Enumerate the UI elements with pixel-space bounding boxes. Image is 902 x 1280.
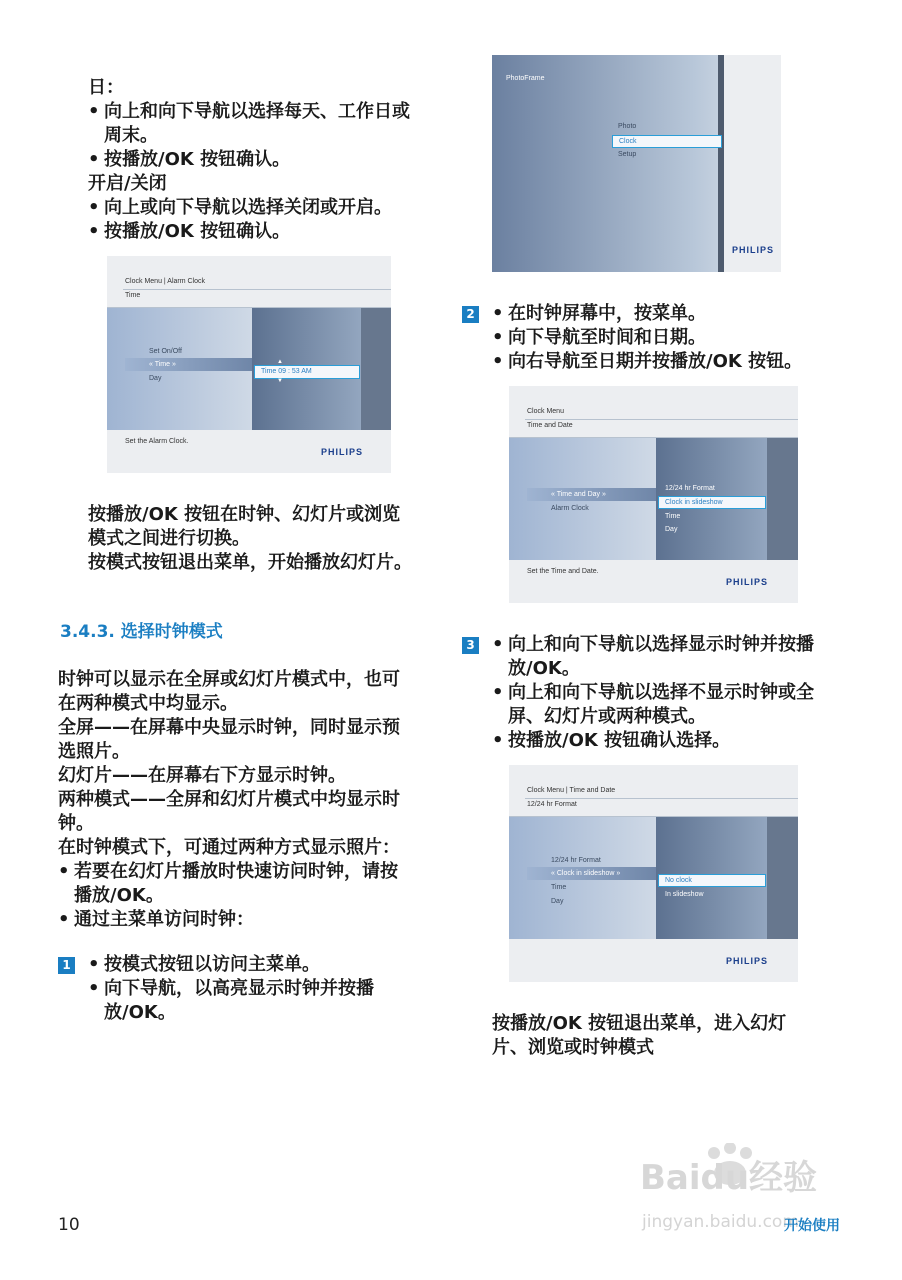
header-line1: Clock Menu <box>527 408 564 415</box>
step-3-text <box>492 633 814 753</box>
header-line1: Clock Menu | Time and Date <box>527 787 616 794</box>
submenu-day: Day <box>665 526 678 533</box>
menu-item-alarm-clock: Alarm Clock <box>551 505 589 512</box>
menu-item-day: Day <box>149 375 162 382</box>
body-line: 在两种模式中均显示。 <box>58 693 238 714</box>
submenu-in-slideshow: In slideshow <box>665 891 704 898</box>
step3-bullet-cont: 放/OK。 <box>508 658 580 679</box>
step1-bullet: • 向下导航，以高亮显示时钟并按播 <box>88 977 374 1001</box>
final-para-line: 片、浏览或时钟模式 <box>492 1037 654 1058</box>
section-label: 开始使用 <box>784 1218 840 1234</box>
step2-bullet: • 向下导航至时间和日期。 <box>492 326 802 350</box>
onoff-bullet-1: • 向上或向下导航以选择关闭或开启。 <box>88 196 410 220</box>
para-line: 模式之间进行切换。 <box>88 528 250 549</box>
philips-logo: PHILIPS <box>732 245 775 255</box>
onoff-title: 开启/关闭 <box>88 173 167 194</box>
step-1-text <box>88 953 374 1025</box>
philips-logo: PHILIPS <box>321 447 364 457</box>
menu-item-setup: Setup <box>618 151 637 158</box>
day-bullet-1: • 向上和向下导航以选择每天、工作日或 <box>88 100 410 124</box>
step1-bullet-cont: 放/OK。 <box>104 1002 176 1023</box>
para-after-screen1 <box>88 503 412 575</box>
section-body <box>58 668 400 932</box>
submenu-time: Time <box>665 513 681 520</box>
body-line: 幻灯片——在屏幕右下方显示时钟。 <box>58 765 346 786</box>
screenshot-clock-display-mode <box>509 765 798 982</box>
step-2-text <box>492 302 802 374</box>
photoframe-title: PhotoFrame <box>506 75 545 82</box>
step3-bullet: • 向上和向下导航以选择不显示时钟或全 <box>492 681 814 705</box>
body-line: 全屏——在屏幕中央显示时钟，同时显示预 <box>58 717 400 738</box>
screen-footer: Set the Alarm Clock. <box>125 438 189 445</box>
para-line: 按模式按钮退出菜单，开始播放幻灯片。 <box>88 552 412 573</box>
watermark-url: jingyan.baidu.com <box>642 1212 799 1232</box>
watermark: Baidu经验 <box>640 1158 818 1198</box>
body-bullet-cont: 播放/OK。 <box>74 885 164 906</box>
step2-bullet: • 向右导航至日期并按播放/OK 按钮。 <box>492 350 802 374</box>
body-line: 选照片。 <box>58 741 130 762</box>
menu-item-set-onoff: Set On/Off <box>149 348 182 355</box>
day-bullet-2: • 按播放/OK 按钮确认。 <box>88 148 410 172</box>
body-line: 钟。 <box>58 813 94 834</box>
body-line: 在时钟模式下，可通过两种方式显示照片： <box>58 837 400 858</box>
step3-bullet-cont: 屏、幻灯片或两种模式。 <box>508 706 706 727</box>
onoff-bullet-2: • 按播放/OK 按钮确认。 <box>88 220 410 244</box>
down-arrow-icon: ▼ <box>277 378 283 384</box>
step-2-badge: 2 <box>462 306 479 323</box>
menu-item-time: Time <box>551 884 567 891</box>
day-title: 日： <box>88 77 124 98</box>
step1-bullet: • 按模式按钮以访问主菜单。 <box>88 953 374 977</box>
menu-item-photo: Photo <box>618 123 637 130</box>
menu-item-time-and-day: « Time and Day » <box>551 491 606 498</box>
step-1-badge: 1 <box>58 957 75 974</box>
body-line: 时钟可以显示在全屏或幻灯片模式中，也可 <box>58 669 400 690</box>
body-line: 两种模式——全屏和幻灯片模式中均显示时 <box>58 789 400 810</box>
final-para <box>492 1012 786 1060</box>
para-line: 按播放/OK 按钮在时钟、幻灯片或浏览 <box>88 504 401 525</box>
body-bullet: • 通过主菜单访问时钟： <box>58 908 400 932</box>
submenu-clock-in-slideshow: Clock in slideshow <box>658 496 766 509</box>
screen-footer: Set the Time and Date. <box>527 568 599 575</box>
final-para-line: 按播放/OK 按钮退出菜单，进入幻灯 <box>492 1013 787 1034</box>
day-section <box>88 76 410 244</box>
header-line2: Time <box>125 292 141 299</box>
page-number: 10 <box>58 1215 80 1235</box>
header-line1: Clock Menu | Alarm Clock <box>125 278 206 285</box>
step3-bullet: • 向上和向下导航以选择显示时钟并按播 <box>492 633 814 657</box>
step-3-badge: 3 <box>462 637 479 654</box>
body-bullet: • 若要在幻灯片播放时快速访问时钟，请按 <box>58 860 400 884</box>
menu-item-12-24-format: 12/24 hr Format <box>551 857 601 864</box>
header-line2: Time and Date <box>527 422 573 429</box>
time-value-field: Time 09 : 53 AM <box>254 365 360 379</box>
header-line2: 12/24 hr Format <box>527 801 577 808</box>
step2-bullet: • 在时钟屏幕中，按菜单。 <box>492 302 802 326</box>
up-arrow-icon: ▲ <box>277 359 283 365</box>
menu-item-clock-in-slideshow: « Clock in slideshow » <box>551 870 621 877</box>
screenshot-photoframe-menu <box>492 55 781 272</box>
menu-item-clock: Clock <box>612 135 722 148</box>
section-heading: 3.4.3. 选择时钟模式 <box>60 622 223 642</box>
menu-item-day: Day <box>551 898 564 905</box>
submenu-12-24-format: 12/24 hr Format <box>665 485 715 492</box>
philips-logo: PHILIPS <box>726 577 769 587</box>
screen-header <box>107 256 391 308</box>
submenu-no-clock: No clock <box>658 874 766 887</box>
screenshot-alarm-clock <box>107 256 391 473</box>
day-bullet-1-cont: 周末。 <box>104 125 158 146</box>
screenshot-time-and-date <box>509 386 798 603</box>
philips-logo: PHILIPS <box>726 956 769 966</box>
menu-item-time: « Time » <box>149 361 176 368</box>
step3-bullet: • 按播放/OK 按钮确认选择。 <box>492 729 814 753</box>
